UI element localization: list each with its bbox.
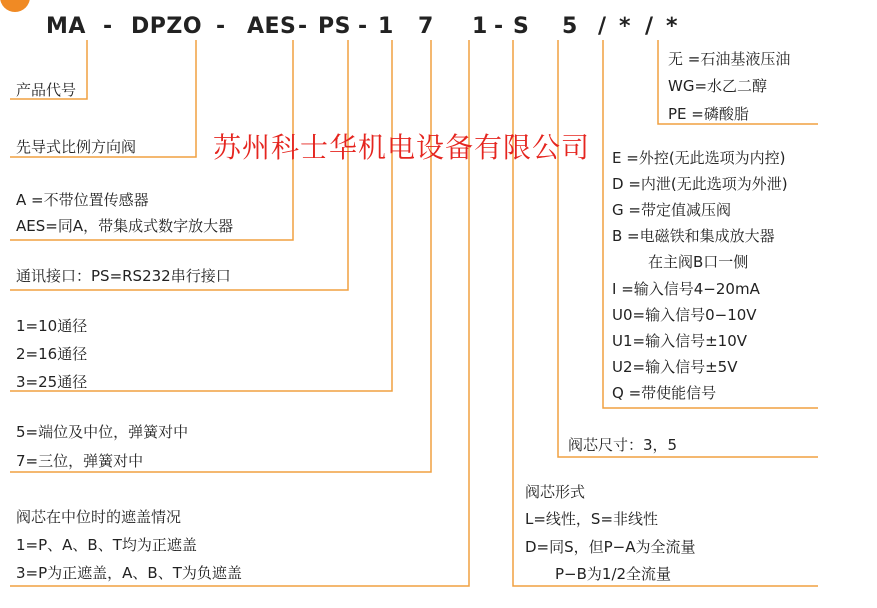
label-option-u2: U2=输入信号±5V — [612, 358, 738, 376]
label-sensor-aes: AES=同A，带集成式数字放大器 — [16, 217, 234, 235]
label-overlap-title: 阀芯在中位时的遮盖情况 — [16, 508, 182, 526]
label-valve-type: 先导式比例方向阀 — [16, 138, 137, 156]
label-option-q: Q =带使能信号 — [612, 384, 717, 402]
label-option-g: G =带定值减压阀 — [612, 201, 731, 219]
label-fluid-none: 无 =石油基液压油 — [668, 50, 791, 68]
label-spool-type-title: 阀芯形式 — [525, 483, 586, 501]
code-dash-1: - — [103, 14, 113, 39]
label-position-5: 5=端位及中位，弹簧对中 — [16, 423, 189, 441]
label-option-b: B =电磁铁和集成放大器 — [612, 227, 775, 245]
label-fluid-wg: WG=水乙二醇 — [668, 77, 768, 95]
label-option-u1: U1=输入信号±10V — [612, 332, 748, 350]
code-dash-5: - — [494, 14, 504, 39]
code-ps: PS — [318, 14, 351, 39]
label-spool-type-d-note: P−B为1/2全流量 — [555, 565, 672, 583]
code-dash-3: - — [298, 14, 308, 39]
code-slash-2: / — [645, 14, 654, 39]
label-spool-type-ls: L=线性，S=非线性 — [525, 510, 659, 528]
label-option-e: E =外控(无此选项为内控) — [612, 149, 786, 167]
label-option-i: I =输入信号4−20mA — [612, 280, 760, 298]
label-spool-size: 阀芯尺寸：3，5 — [568, 436, 678, 454]
code-dash-4: - — [358, 14, 368, 39]
label-spool-type-d: D=同S，但P−A为全流量 — [525, 538, 696, 556]
label-option-b-note: 在主阀B口一侧 — [648, 253, 749, 271]
code-fluid: * — [666, 14, 679, 39]
code-size: 1 — [378, 14, 394, 39]
label-overlap-3: 3=P为正遮盖，A、B、T为负遮盖 — [16, 564, 242, 582]
code-spool-size: 5 — [562, 14, 578, 39]
label-sensor-a: A =不带位置传感器 — [16, 191, 149, 209]
label-option-d: D =内泄(无此选项为外泄) — [612, 175, 788, 193]
code-dash-2: - — [216, 14, 226, 39]
connector-position — [10, 40, 431, 472]
code-slash-1: / — [598, 14, 607, 39]
label-fluid-pe: PE =磷酸脂 — [668, 105, 749, 123]
label-size-2: 2=16通径 — [16, 345, 88, 363]
company-watermark: 苏州科士华机电设备有限公司 — [213, 131, 591, 164]
code-options: * — [619, 14, 632, 39]
connector-overlap — [10, 40, 469, 586]
label-interface: 通讯接口：PS=RS232串行接口 — [16, 267, 231, 285]
code-dpzo: DPZO — [131, 14, 203, 39]
code-spool-type: S — [513, 14, 530, 39]
label-option-u0: U0=输入信号0−10V — [612, 306, 757, 324]
label-overlap-1: 1=P、A、B、T均为正遮盖 — [16, 536, 197, 554]
label-size-1: 1=10通径 — [16, 317, 88, 335]
label-product-code: 产品代号 — [16, 81, 77, 99]
code-aes: AES — [247, 14, 297, 39]
label-position-7: 7=三位，弹簧对中 — [16, 452, 144, 470]
label-size-3: 3=25通径 — [16, 373, 88, 391]
code-ma: MA — [46, 14, 86, 39]
code-overlap: 1 — [472, 14, 488, 39]
code-position: 7 — [418, 14, 434, 39]
